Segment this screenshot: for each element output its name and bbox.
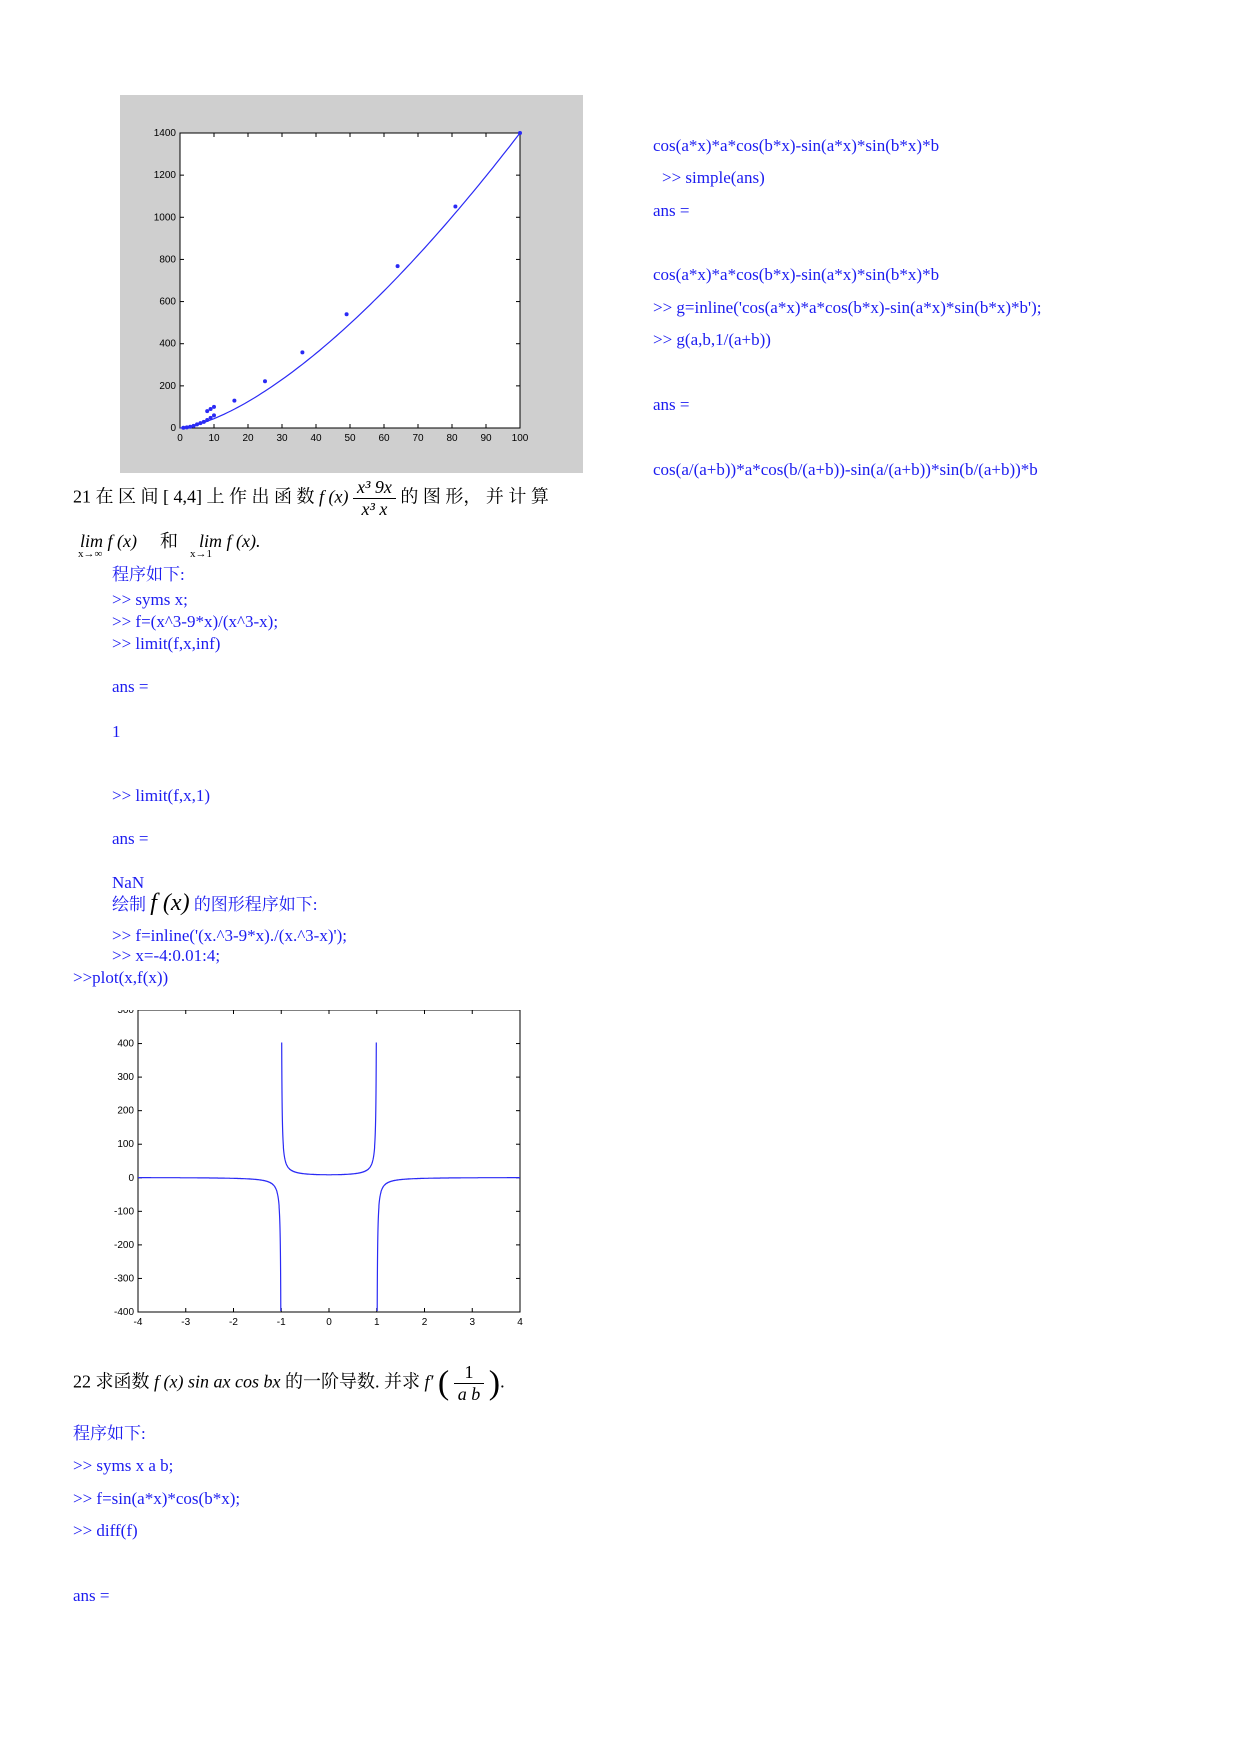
chart-2 — [108, 1010, 528, 1335]
q22-body: sin ax cos bx — [187, 1371, 281, 1392]
q22-denominator: a b — [457, 1384, 481, 1404]
x-tick-label: 0 — [177, 433, 183, 444]
code-line: >> syms x; — [112, 590, 188, 609]
data-point — [232, 399, 236, 403]
lim-2: lim f (x). — [198, 531, 261, 551]
x-tick-label: 70 — [412, 433, 424, 444]
y-tick-label: 0 — [128, 1172, 134, 1184]
y-tick-label: 1400 — [153, 128, 176, 139]
data-point — [345, 312, 349, 316]
q21-fx: f (x) — [319, 486, 353, 507]
y-tick-label: 400 — [117, 1038, 134, 1050]
code-line: >> f=inline('(x.^3-9*x)./(x.^3-x)'); — [112, 926, 347, 945]
code-line: ans = — [112, 829, 149, 848]
y-tick-label: -400 — [113, 1307, 134, 1318]
x-tick-label: 3 — [469, 1317, 476, 1328]
y-tick-label: -100 — [113, 1206, 134, 1218]
y-tick-label: 600 — [159, 296, 176, 308]
q21-limits — [80, 527, 260, 553]
code-line: >> diff(f) — [73, 1521, 138, 1540]
x-tick-label: 10 — [208, 433, 220, 444]
data-point — [205, 418, 209, 422]
code-line: >> syms x a b; — [73, 1456, 174, 1475]
y-tick-label: 800 — [159, 254, 176, 266]
code-line: ans = — [653, 201, 690, 220]
data-point — [518, 131, 522, 135]
y-tick-label: 100 — [117, 1139, 134, 1151]
q21-suffix: 的 图 形， 并 计 算 — [400, 486, 549, 507]
chart-1 — [120, 95, 583, 473]
code-line: cos(a/(a+b))*a*cos(b/(a+b))-sin(a/(a+b))*sin(b/(a+b))*b — [653, 460, 1038, 479]
x-tick-label: 90 — [480, 433, 492, 444]
code-line — [112, 890, 318, 916]
code-line: >>plot(x,f(x)) — [73, 968, 169, 987]
plot-area — [138, 1010, 520, 1312]
data-point — [209, 416, 213, 420]
code-line: >> g(a,b,1/(a+b)) — [653, 330, 771, 349]
code-line: >> limit(f,x,inf) — [112, 634, 221, 653]
draw-text-2: 的图形程序如下: — [189, 895, 318, 914]
question-21 — [73, 477, 549, 520]
x-tick-label: 0 — [326, 1317, 332, 1328]
code-line: >> g=inline('cos(a*x)*a*cos(b*x)-sin(a*x)*sin(b*x)*b'); — [653, 298, 1042, 317]
y-tick-label: 500 — [117, 1010, 134, 1016]
y-tick-label: 1000 — [153, 212, 176, 224]
x-tick-label: 100 — [511, 433, 529, 444]
data-point — [212, 413, 216, 417]
x-tick-label: -2 — [229, 1317, 238, 1328]
x-tick-label: 20 — [242, 433, 254, 444]
data-point — [212, 405, 216, 409]
x-tick-label: 4 — [517, 1317, 523, 1328]
q21-denominator: x³ x — [361, 499, 388, 519]
y-tick-label: 300 — [117, 1072, 134, 1084]
q22-end: . — [500, 1371, 505, 1392]
x-tick-label: 1 — [373, 1317, 380, 1328]
code-line: >> f=(x^3-9*x)/(x^3-x); — [112, 612, 279, 631]
code-line: cos(a*x)*a*cos(b*x)-sin(a*x)*sin(b*x)*b — [653, 136, 940, 155]
code-line: >> simple(ans) — [662, 168, 765, 187]
x-tick-label: -1 — [276, 1317, 286, 1328]
plot-area — [180, 133, 520, 428]
q22-mid: 的一阶导数. 并求 — [284, 1371, 425, 1392]
data-point — [202, 420, 206, 424]
paren-left: ( — [437, 1364, 450, 1402]
data-point — [185, 425, 189, 429]
data-point — [453, 205, 457, 209]
figure-2 — [108, 1010, 528, 1335]
data-point — [209, 407, 213, 411]
data-point — [192, 424, 196, 428]
lim-1: lim f (x) — [80, 531, 137, 551]
draw-text: 绘制 — [112, 895, 151, 914]
code-line: cos(a*x)*a*cos(b*x)-sin(a*x)*sin(b*x)*b — [653, 265, 940, 284]
q21-fraction — [353, 477, 396, 520]
code-line: ans = — [653, 395, 690, 414]
x-tick-label: 30 — [276, 433, 288, 444]
lim-1-sub: x→∞ — [78, 548, 103, 560]
and-text: 和 — [159, 531, 178, 551]
code-line: 程序如下: — [112, 565, 185, 584]
y-tick-label: 0 — [170, 423, 176, 434]
y-tick-label: -200 — [113, 1239, 134, 1251]
code-line: >> x=-4:0.01:4; — [112, 946, 221, 965]
x-tick-label: 80 — [446, 433, 458, 444]
y-tick-label: 200 — [117, 1105, 134, 1117]
code-line: >> f=sin(a*x)*cos(b*x); — [73, 1489, 241, 1508]
code-line: ans = — [73, 1586, 110, 1605]
paren-right: ) — [488, 1364, 501, 1402]
x-tick-label: -3 — [181, 1317, 191, 1328]
x-tick-label: 60 — [378, 433, 390, 444]
q22-fx: f (x) — [154, 1371, 188, 1392]
q21-numerator: x³ 9x — [353, 477, 396, 499]
code-line: >> limit(f,x,1) — [112, 786, 211, 805]
x-tick-label: 40 — [310, 433, 322, 444]
q22-fprime: f′ — [424, 1371, 434, 1392]
code-line: 1 — [112, 722, 121, 741]
q22-numerator: 1 — [454, 1362, 485, 1384]
y-tick-label: 1200 — [153, 170, 176, 182]
code-line: NaN — [112, 873, 145, 892]
code-line: 程序如下: — [73, 1424, 146, 1443]
data-point — [181, 426, 185, 430]
lim-2-sub: x→1 — [190, 548, 212, 560]
y-tick-label: -300 — [113, 1273, 134, 1285]
x-tick-label: 50 — [344, 433, 356, 444]
x-tick-label: 2 — [421, 1317, 428, 1328]
y-tick-label: 400 — [159, 338, 176, 350]
question-22 — [73, 1362, 505, 1405]
data-point — [396, 264, 400, 268]
data-point — [300, 350, 304, 354]
q22-fraction — [454, 1362, 485, 1405]
code-line: ans = — [112, 677, 149, 696]
q22-prefix: 22 求函数 — [73, 1371, 154, 1392]
data-point — [198, 421, 202, 425]
q21-prefix: 21 在 区 间 [ 4,4] 上 作 出 函 数 — [73, 486, 319, 507]
fx-symbol: f (x) — [150, 890, 190, 916]
data-point — [205, 409, 209, 413]
data-point — [188, 425, 192, 429]
figure-1 — [120, 95, 583, 473]
data-point — [263, 379, 267, 383]
y-tick-label: 200 — [159, 380, 176, 392]
data-point — [195, 422, 199, 426]
x-tick-label: -4 — [133, 1317, 143, 1328]
